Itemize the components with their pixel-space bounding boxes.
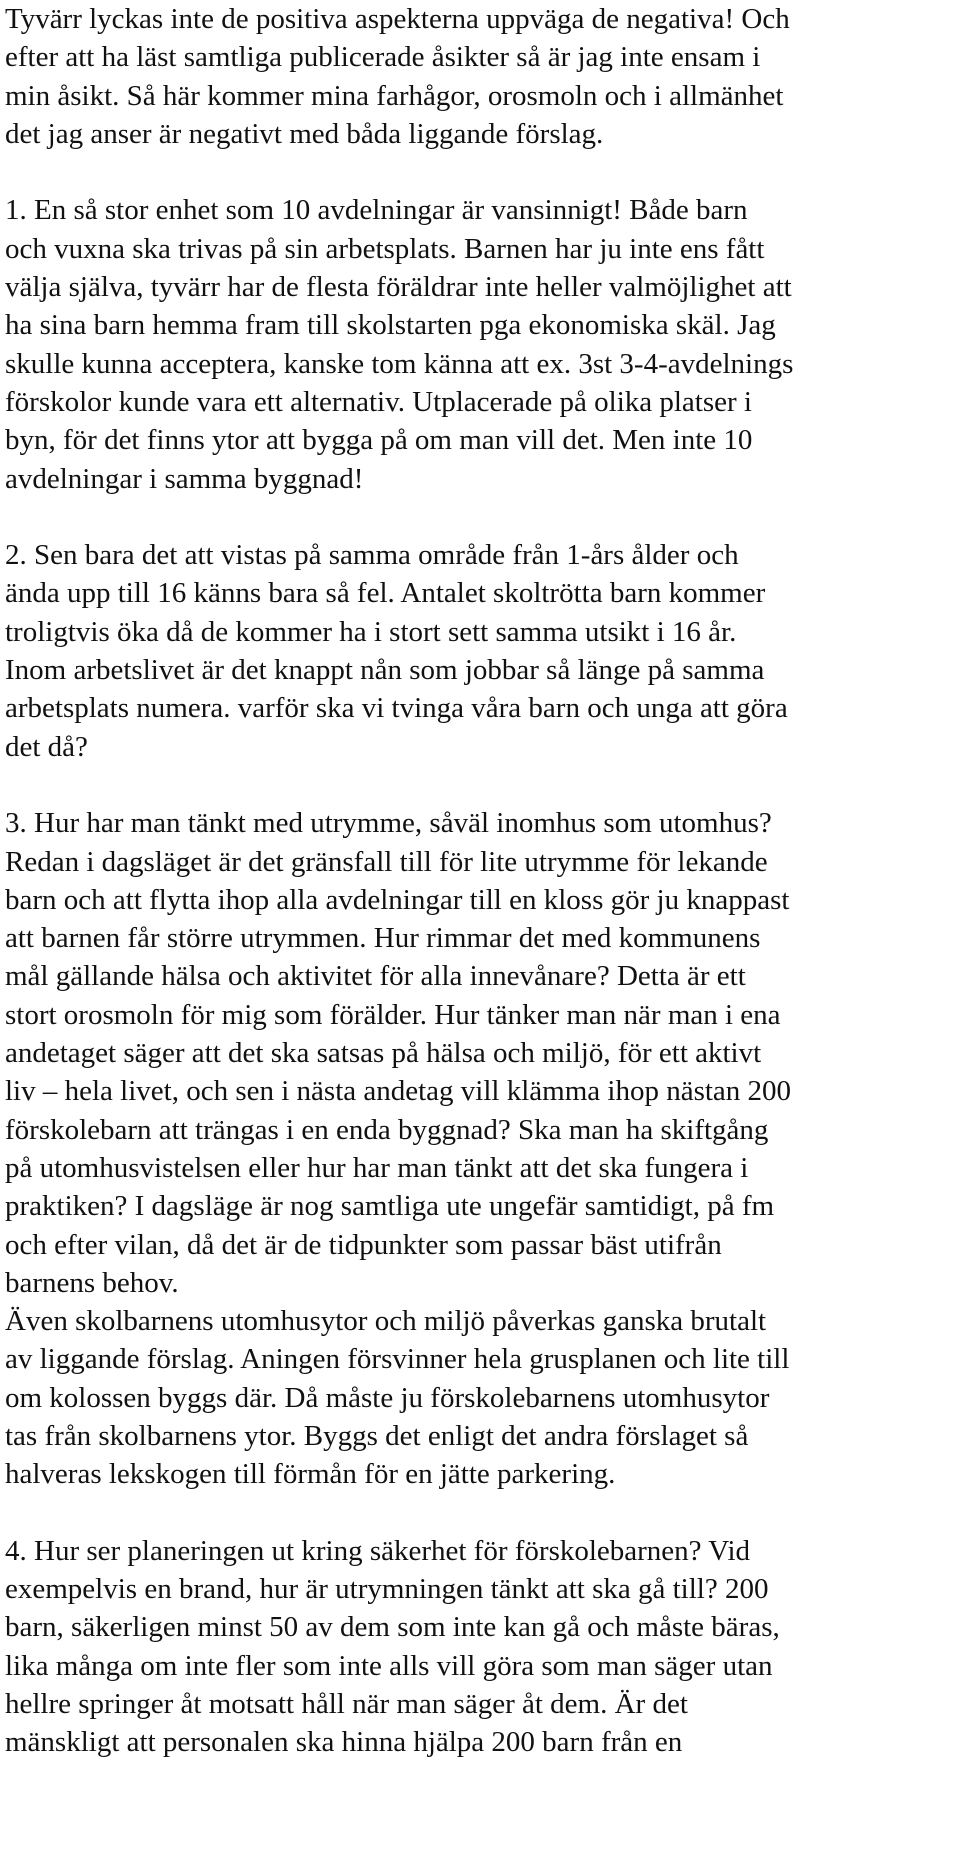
text-line: lika många om inte fler som inte alls vill göra som man säger utan (5, 1649, 773, 1682)
text-line: barn, säkerligen minst 50 av dem som inte kan gå och måste bäras, (5, 1611, 780, 1644)
text-line: om kolossen byggs där. Då måste ju förskolebarnens utomhusytor (5, 1381, 770, 1414)
text-line: efter att ha läst samtliga publicerade åsikter så är jag inte ensam i (5, 41, 761, 74)
text-line: halveras lekskogen till förmån för en jätte parkering. (5, 1458, 616, 1491)
text-line: praktiken? I dagsläge är nog samtliga ute ungefär samtidigt, på fm (5, 1190, 775, 1223)
text-line: Inom arbetslivet är det knappt nån som jobbar så länge på samma (5, 654, 765, 687)
text-line: att barnen får större utrymmen. Hur rimmar det med kommunens (5, 922, 761, 955)
text-line: och vuxna ska trivas på sin arbetsplats. Barnen har ju inte ens fått (5, 232, 765, 265)
text-line: skulle kunna acceptera, kanske tom känna att ex. 3st 3-4-avdelnings (5, 347, 794, 380)
text-line: arbetsplats numera. varför ska vi tvinga våra barn och unga att göra (5, 692, 788, 725)
point-1-paragraph (5, 191, 960, 497)
text-line: ha sina barn hemma fram till skolstarten pga ekonomiska skäl. Jag (5, 309, 776, 342)
point-3-paragraph (5, 804, 960, 1493)
text-line: det jag anser är negativt med båda liggande förslag. (5, 117, 604, 150)
paragraph-spacer (5, 766, 960, 804)
text-line: andetaget säger att det ska satsas på hälsa och miljö, för ett aktivt (5, 1037, 762, 1070)
text-line: av liggande förslag. Aningen försvinner hela grusplanen och lite till (5, 1343, 790, 1376)
text-line: 3. Hur har man tänkt med utrymme, såväl inomhus som utomhus? (5, 807, 772, 840)
intro-paragraph (5, 0, 960, 153)
text-line: välja själva, tyvärr har de flesta föräldrar inte heller valmöjlighet att (5, 271, 792, 304)
text-line: stort orosmoln för mig som förälder. Hur tänker man när man i ena (5, 998, 781, 1031)
point-2-paragraph (5, 536, 960, 766)
text-line: barn och att flytta ihop alla avdelningar till en kloss gör ju knappast (5, 883, 790, 916)
text-line: mål gällande hälsa och aktivitet för alla innevånare? Detta är ett (5, 960, 746, 993)
text-line: förskolor kunde vara ett alternativ. Utplacerade på olika platser i (5, 385, 752, 418)
text-line: det då? (5, 730, 88, 763)
text-line: och efter vilan, då det är de tidpunkter som passar bäst utifrån (5, 1228, 722, 1261)
text-line: troligtvis öka då de kommer ha i stort sett samma utsikt i 16 år. (5, 615, 737, 648)
text-line: Tyvärr lyckas inte de positiva aspekterna uppväga de negativa! Och (5, 3, 790, 35)
text-line: mänskligt att personalen ska hinna hjälpa 200 barn från en (5, 1726, 683, 1759)
text-line: 4. Hur ser planeringen ut kring säkerhet för förskolebarnen? Vid (5, 1534, 751, 1567)
paragraph-spacer (5, 498, 960, 536)
text-line: Även skolbarnens utomhusytor och miljö påverkas ganska brutalt (5, 1305, 767, 1338)
paragraph-spacer (5, 153, 960, 191)
text-line: min åsikt. Så här kommer mina farhågor, orosmoln och i allmänhet (5, 79, 784, 112)
point-4-paragraph (5, 1532, 960, 1762)
text-line: på utomhusvistelsen eller hur har man tänkt att det ska fungera i (5, 1151, 749, 1184)
text-line: avdelningar i samma byggnad! (5, 462, 364, 495)
text-line: liv – hela livet, och sen i nästa andetag vill klämma ihop nästan 200 (5, 1075, 792, 1108)
text-line: ända upp till 16 känns bara så fel. Antalet skoltrötta barn kommer (5, 577, 766, 610)
paragraph-spacer (5, 1494, 960, 1532)
text-line: 1. En så stor enhet som 10 avdelningar är vansinnigt! Både barn (5, 194, 748, 227)
text-line: 2. Sen bara det att vistas på samma område från 1-års ålder och (5, 539, 739, 572)
text-line: byn, för det finns ytor att bygga på om man vill det. Men inte 10 (5, 424, 753, 457)
text-line: förskolebarn att trängas i en enda byggnad? Ska man ha skiftgång (5, 1113, 769, 1146)
text-line: Redan i dagsläget är det gränsfall till för lite utrymme för lekande (5, 845, 768, 878)
text-line: exempelvis en brand, hur är utrymningen tänkt att ska gå till? 200 (5, 1573, 769, 1606)
text-line: tas från skolbarnens ytor. Byggs det enligt det andra förslaget så (5, 1419, 749, 1452)
text-line: hellre springer åt motsatt håll när man säger åt dem. Är det (5, 1688, 688, 1721)
text-line: barnens behov. (5, 1266, 179, 1299)
